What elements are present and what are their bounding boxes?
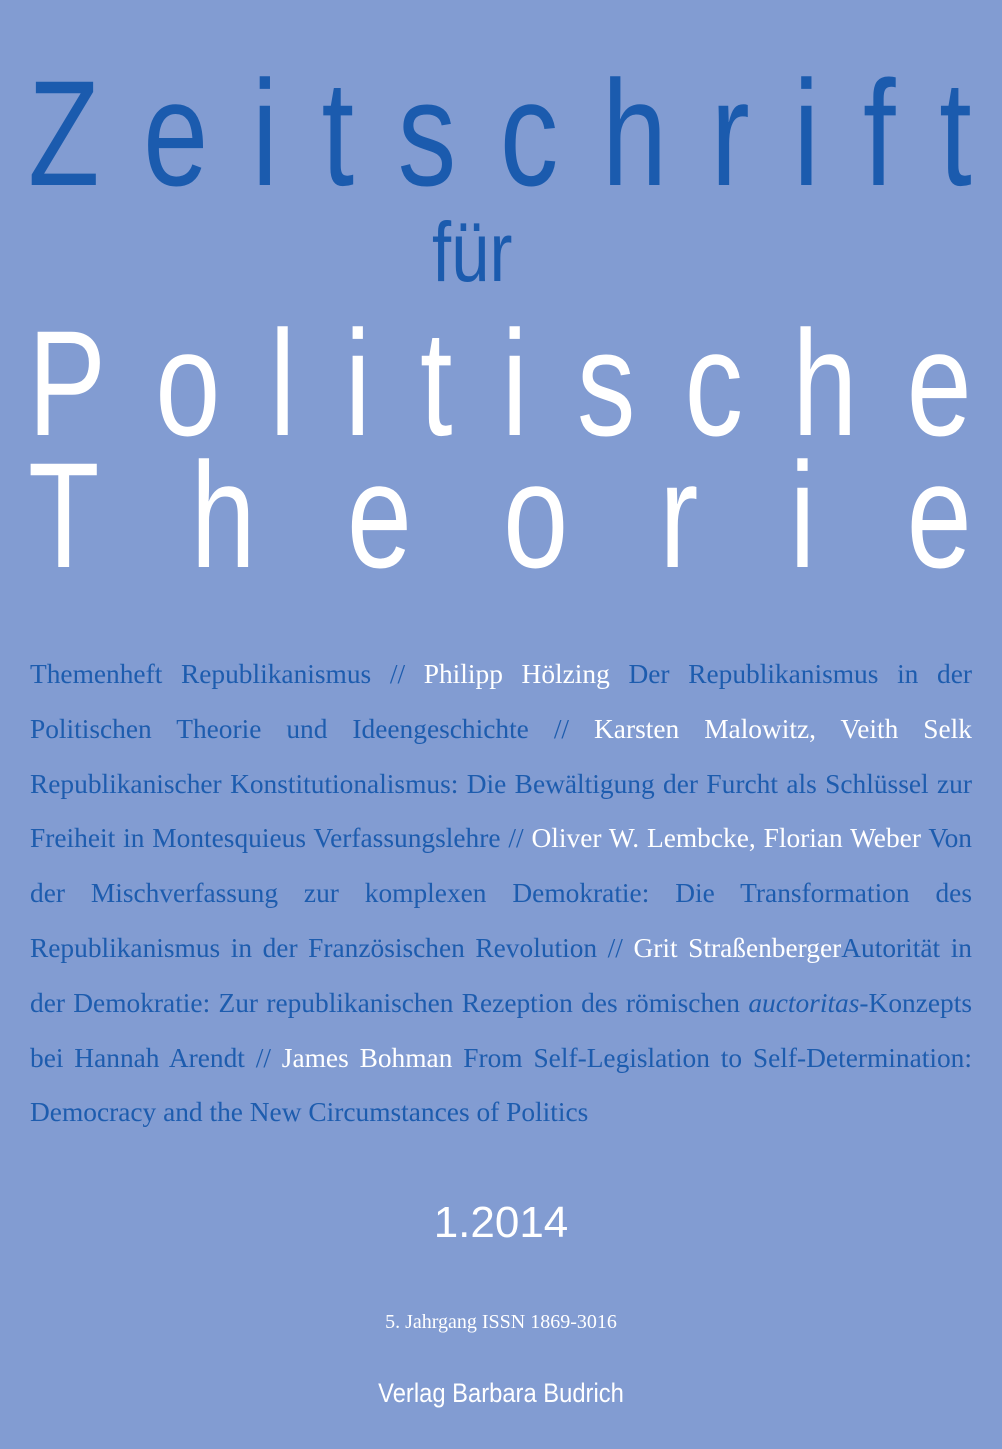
title-letter: c (499, 49, 559, 217)
title-letter: o (155, 299, 221, 467)
article-author: Karsten Malowitz, Veith Selk (594, 713, 972, 744)
title-letter: t (419, 299, 453, 467)
title-letter: s (397, 49, 457, 217)
title-zeitschrift (28, 49, 972, 217)
title-letter: P (28, 299, 107, 467)
table-of-contents (30, 647, 972, 1140)
article-title: Autorität in der Demokratie: Zur republikanischen Rezeption des römischen (30, 932, 972, 1018)
issue-number: 1.2014 (433, 1198, 569, 1247)
title-letter: i (344, 299, 371, 467)
title-letter: e (906, 299, 972, 467)
title-letter: i (501, 299, 528, 467)
volume-issn: 5. Jahrgang ISSN 1869-3016 (385, 1311, 617, 1333)
article-author: Philipp Hölzing (423, 659, 610, 689)
article-title: From Self-Legislation to Self-Determination: Democracy and the New Circumstances of Politics (30, 1042, 972, 1128)
article-author: James Bohman (281, 1042, 453, 1073)
title-letter: h (190, 431, 256, 599)
title-theorie (28, 431, 972, 599)
title-letter: s (576, 299, 636, 467)
title-letter: r (710, 49, 750, 217)
title-fuer: für (432, 205, 513, 299)
article-title: Der Republikanismus in der Politischen Theorie und Ideengeschichte // (30, 659, 973, 744)
article-title-italic: auctoritas (748, 987, 860, 1018)
article-title: -Konzepts bei Hannah Arendt // (30, 987, 972, 1073)
article-author: Grit Straßenberger (633, 932, 842, 963)
title-letter: T (28, 431, 100, 599)
title-letter: o (503, 431, 569, 599)
title-letter: i (251, 49, 278, 217)
title-politische (28, 299, 972, 467)
article-author: Oliver W. Lembcke, Florian Weber (531, 823, 921, 854)
title-letter: r (659, 431, 699, 599)
title-letter: t (939, 49, 972, 217)
publisher: Verlag Barbara Budrich (378, 1378, 624, 1408)
title-letter: e (143, 49, 209, 217)
title-letter: f (863, 49, 896, 217)
article-title: Republikanischer Konstitutionalismus: Die Bewältigung der Furcht als Schlüssel zur Freiheit in Montesquieus Verfassungslehre // (30, 768, 972, 854)
title-letter: i (793, 49, 820, 217)
title-letter: e (346, 431, 412, 599)
title-letter: e (906, 431, 972, 599)
title-letter: l (269, 299, 296, 467)
title-letter: i (789, 431, 816, 599)
theme-heading: Themenheft Republikanismus // (30, 659, 406, 689)
title-letter: h (792, 299, 858, 467)
title-letter: c (684, 299, 744, 467)
title-letter: Z (28, 49, 100, 217)
title-letter: t (321, 49, 355, 217)
article-title: Von der Mischverfassung zur komplexen Demokratie: Die Transformation des Republikanismus in der Französischen Revolution // (30, 823, 972, 963)
title-letter: h (602, 49, 668, 217)
